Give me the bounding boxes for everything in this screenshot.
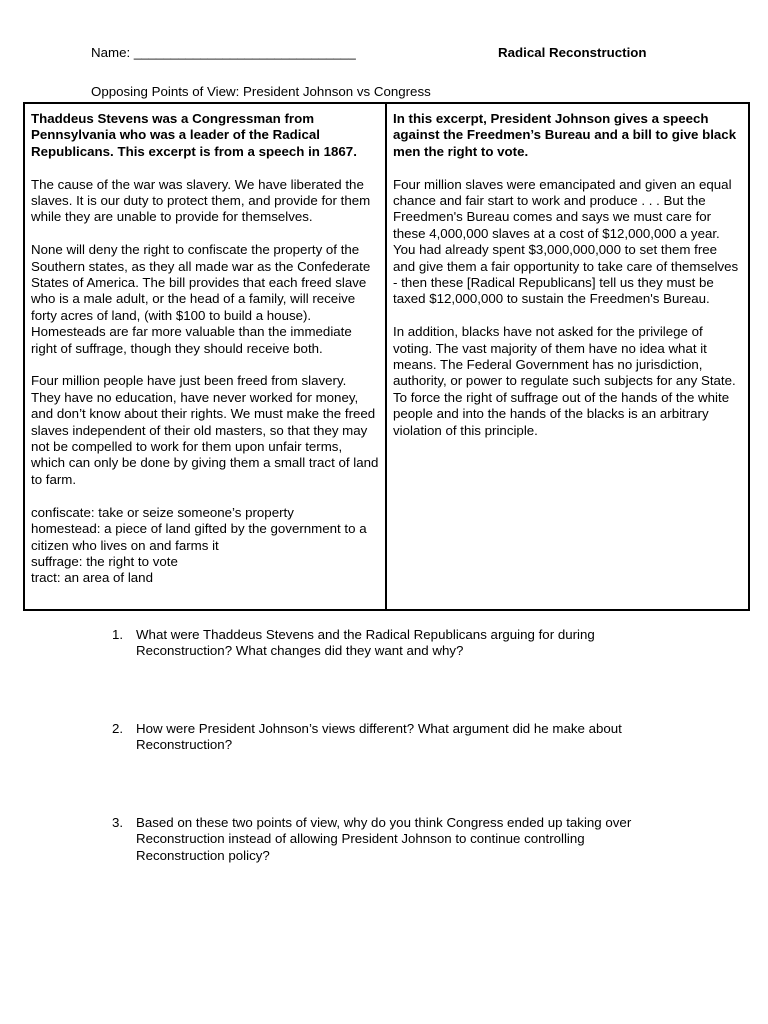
stevens-intro: Thaddeus Stevens was a Congressman from Pennsylvania who was a leader of the Radical Republicans. This excerpt is from a speech in 1867. (31, 111, 357, 159)
question-number: 3. (112, 815, 124, 830)
glossary-term: tract: an area of land (31, 570, 153, 586)
stevens-paragraph: The cause of the war was slavery. We have liberated the slaves. It is our duty to protect them, and provide for them while they are unable to provide for themselves. (31, 176, 371, 225)
johnson-paragraph: In addition, blacks have not asked for the privilege of voting. The vast majority of them have no idea what it means. The Federal Government has no jurisdiction, authority, or power to regulate such subjects for any State. To force the right of suffrage out of the hands of the white people and into the hands of the blacks is an arbitrary violation of this principle. (393, 324, 736, 438)
glossary-term: suffrage: the right to vote (31, 553, 178, 569)
document-subtitle: Opposing Points of View: President Johnson vs Congress (91, 84, 431, 99)
question-number: 2. (112, 721, 124, 736)
question-item (112, 815, 652, 864)
vocabulary-glossary (31, 505, 379, 587)
question-text: How were President Johnson’s views different? What argument did he make about Reconstruction? (136, 721, 622, 753)
johnson-column (387, 104, 748, 609)
question-text: Based on these two points of view, why do you think Congress ended up taking over Reconstruction instead of allowing President Johnson to continue controlling Reconstruction policy? (136, 815, 632, 863)
glossary-term: homestead: a piece of land gifted by the government to a citizen who lives on and farms it (31, 521, 367, 553)
johnson-intro: In this excerpt, President Johnson gives a speech against the Freedmen’s Bureau and a bill to give black men the right to vote. (393, 111, 737, 159)
name-field-label: Name: ______________________________ (91, 45, 356, 60)
stevens-paragraph: None will deny the right to confiscate the property of the Southern states, as they all made war as the Confederate States of America. The bill provides that each freed slave who is a male adult, or the head of a family, will receive forty acres of land, (with $100 to build a house). Homesteads are far more valuable than the immediate right of suffrage, though they should receive both. (31, 242, 371, 356)
question-item (112, 721, 652, 754)
johnson-paragraph: Four million slaves were emancipated and given an equal chance and fair start to work and produce . . . But the Freedmen's Bureau comes and says we must care for these 4,000,000 slaves at a cost of $12,000,000 a year. You had already spent $3,000,000,000 to set them free and give them a fair opportunity to take care of themselves - then these [Radical Republicans] tell us they must be taxed $12,000,000 to sustain the Freedmen's Bureau. (393, 176, 739, 307)
document-title: Radical Reconstruction (498, 45, 647, 60)
question-text: What were Thaddeus Stevens and the Radical Republicans arguing for during Reconstruction? What changes did they want and why? (136, 627, 595, 659)
comparison-table (23, 102, 750, 611)
question-item (112, 627, 652, 660)
stevens-column (25, 104, 387, 609)
glossary-term: confiscate: take or seize someone’s property (31, 504, 294, 520)
stevens-paragraph: Four million people have just been freed from slavery. They have no education, have never worked for money, and don’t know about their rights. We must make the freed slaves independent of their old masters, so that they may not be compelled to work for them upon unfair terms, which can only be done by giving them a small tract of land to farm. (31, 373, 379, 487)
question-number: 1. (112, 627, 124, 642)
